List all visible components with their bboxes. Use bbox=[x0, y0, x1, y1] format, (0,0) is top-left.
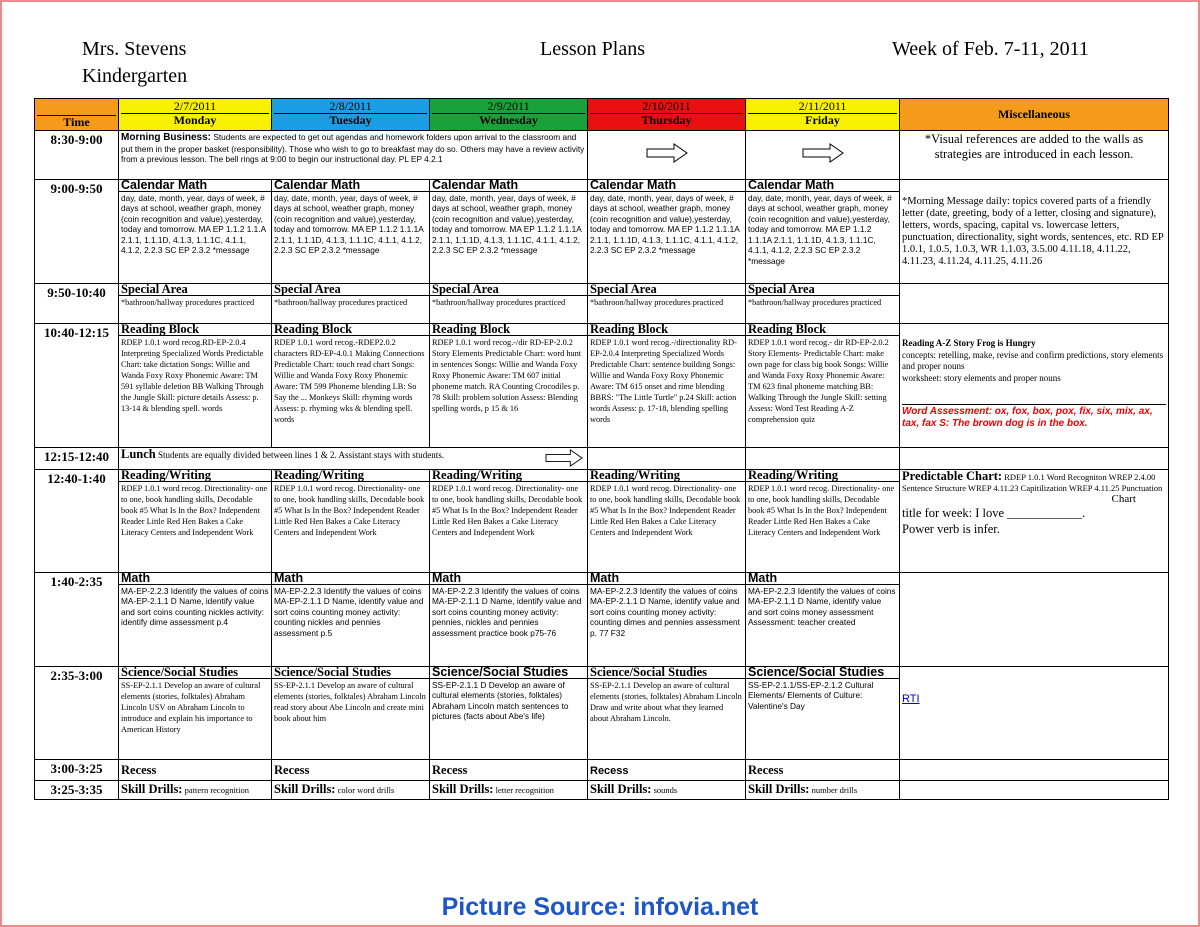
date-label: 2/11/2011 bbox=[798, 99, 847, 113]
science-friday bbox=[746, 667, 900, 760]
grade-level: Kindergarten bbox=[82, 65, 188, 87]
calendar-math-thursday bbox=[588, 180, 746, 284]
math-tuesday bbox=[272, 573, 430, 667]
row-reading-block bbox=[35, 324, 1169, 448]
subject-label: Calendar Math bbox=[119, 180, 271, 192]
subject-label: Recess bbox=[274, 763, 310, 777]
morning-business-text: Students are expected to get out agendas and homework folders upon arrival to the classroom and put them in the proper basket (responsibility). Those who wish to go to breakfast may do so. Others may have a review activity from a previous lesson. The bell rings at 9:00 to begin our instructional day. PL EP 4.2.1 bbox=[121, 132, 585, 164]
document-title: Lesson Plans bbox=[540, 38, 645, 60]
time-cell: 12:40-1:40 bbox=[35, 470, 119, 573]
day-label: Monday bbox=[173, 113, 217, 127]
subject-label: Recess bbox=[432, 763, 468, 777]
predictable-chart-title: Predictable Chart: bbox=[902, 469, 1003, 483]
skill-wednesday bbox=[430, 781, 588, 800]
calendar-math-tuesday bbox=[272, 180, 430, 284]
row-skill-drills bbox=[35, 781, 1169, 800]
skill-friday bbox=[746, 781, 900, 800]
subject-label: Special Area bbox=[430, 284, 587, 296]
subject-label: Science/Social Studies bbox=[272, 667, 429, 679]
reading-writing-friday bbox=[746, 470, 900, 573]
skill-monday bbox=[119, 781, 272, 800]
day-header-thursday bbox=[588, 99, 746, 131]
subject-label: Calendar Math bbox=[588, 180, 745, 192]
reading-writing-thursday bbox=[588, 470, 746, 573]
cell-text: SS-EP-2.1.1 Develop an aware of cultural elements (stories, folktales) Abraham Lincoln Draw and write about what they learned about Abraham Lincoln. bbox=[590, 681, 742, 723]
cell-text: SS-EP-2.1.1 Develop an aware of cultural elements (stories, folktales) Abraham Lincoln read story about Abe Lincoln and create mini book about him bbox=[274, 681, 426, 723]
cell-text: RDEP 1.0.1 word recog. Directionality- one to one, book handling skills, Decodable book #5 What Is In the Box? Independent Reader Little Red Hen Bakes a Cake Literacy Centers and Independent Work bbox=[590, 484, 741, 537]
day-header-monday bbox=[119, 99, 272, 131]
misc-reading-block bbox=[900, 324, 1169, 448]
reading-writing-tuesday bbox=[272, 470, 430, 573]
day-header-friday bbox=[746, 99, 900, 131]
science-monday bbox=[119, 667, 272, 760]
cell-text: RDEP 1.0.1 word recog. Directionality- one to one, book handling skills, Decodable book #5 What Is In the Box? Independent Reader Little Red Hen Bakes a Cake Literacy Centers and Independent Work bbox=[274, 484, 425, 537]
subject-label: Science/Social Studies bbox=[119, 667, 271, 679]
lunch-title: Lunch bbox=[121, 447, 156, 461]
misc-lunch bbox=[900, 448, 1169, 470]
misc-science bbox=[900, 667, 1169, 760]
subject-label: Math bbox=[272, 573, 429, 585]
right-arrow-icon bbox=[543, 449, 585, 467]
week-range: Week of Feb. 7-11, 2011 bbox=[892, 38, 1089, 60]
time-cell: 9:50-10:40 bbox=[35, 284, 119, 324]
row-reading-writing bbox=[35, 470, 1169, 573]
subject-label: Science/Social Studies bbox=[430, 667, 587, 679]
time-cell: 10:40-12:15 bbox=[35, 324, 119, 448]
cell-text: *bathroon/hallway procedures practiced bbox=[432, 298, 566, 307]
time-cell: 1:40-2:35 bbox=[35, 573, 119, 667]
calendar-math-wednesday bbox=[430, 180, 588, 284]
science-wednesday bbox=[430, 667, 588, 760]
misc-skill-drills bbox=[900, 781, 1169, 800]
subject-label: Reading Block bbox=[430, 324, 587, 336]
right-arrow-icon bbox=[646, 143, 688, 163]
cell-text: letter recognition bbox=[495, 785, 554, 795]
cell-text: SS-EP-2.1.1/SS-EP-2.1.2 Cultural Elements/ Elements of Culture: Valentine's Day bbox=[748, 679, 874, 711]
time-cell: 8:30-9:00 bbox=[35, 131, 119, 180]
word-assessment: Word Assessment: ox, fox, box, pox, fix, six, mix, ax, tax, fax S: The brown dog is in the box. bbox=[902, 404, 1166, 429]
day-label: Tuesday bbox=[329, 113, 372, 127]
time-cell: 9:00-9:50 bbox=[35, 180, 119, 284]
teacher-name: Mrs. Stevens bbox=[82, 38, 187, 60]
subject-label: Calendar Math bbox=[272, 180, 429, 192]
predictable-chart-text: RDEP 1.0.1 Word Recogniton WREP 2.4.00 Sentence Structure WREP 4.11.23 Capitilization WREP 4.11.25 Punctuation bbox=[902, 472, 1163, 493]
science-tuesday bbox=[272, 667, 430, 760]
arrow-cell bbox=[746, 131, 900, 180]
cell-text: day, date, month, year, days of week, # days at school, weather graph, money (coin recognition and value),yesterday, today and tomorrow. MA EP 1.1.2 1.1.1A 2.1.1, 1.1.1D, 4.1.3, 1.1.1C, 4.1.1, 4.1.2, 2.2.3 SC EP 2.3.2 *message bbox=[590, 192, 740, 255]
cell-text: day, date, month, year, days of week, # days at school, weather graph, money (coin recognition and value),yesterday, today and tomorrow. MA EP 1.1.2 1.1.A 2.1.1, 1.1.1D, 4.1.3, 1.1.1C, 4.1.1, 4.1.2, 2.2.3 SC EP 2.3.2 *message bbox=[121, 192, 266, 255]
cell-text: RDEP 1.0.1 word recog.RD-EP-2.0.4 Interpreting Specialized Words Predictable Chart: take dictation Songs: Willie and Wanda Foxy Roxy Phonemic Aware: TM 591 syllable deletion BB Walking Through the Jungle Skill: picture details Assess: p. 13-14 & blending spell. words bbox=[121, 338, 264, 413]
reading-block-tuesday bbox=[272, 324, 430, 448]
day-label: Friday bbox=[805, 113, 840, 127]
cell-text: MA-EP-2.2.3 Identify the values of coins MA-EP-2.1.1 D Name, identify value and sort coins counting money activity: counting nickles and pennies assessment p.5 bbox=[274, 585, 424, 638]
math-monday bbox=[119, 573, 272, 667]
subject-label: Reading/Writing bbox=[746, 470, 899, 482]
lesson-plan-table bbox=[34, 98, 1169, 800]
header-row bbox=[35, 99, 1169, 131]
cell-text: *bathroon/hallway procedures practiced bbox=[121, 298, 255, 307]
time-cell: 3:00-3:25 bbox=[35, 760, 119, 781]
title-for-week: title for week: I love ____________. bbox=[902, 506, 1086, 520]
recess-friday bbox=[746, 760, 900, 781]
subject-label: Reading/Writing bbox=[119, 470, 271, 482]
subject-label: Math bbox=[119, 573, 271, 585]
lunch-cell bbox=[119, 448, 588, 470]
subject-label: Skill Drills: bbox=[121, 782, 183, 796]
reading-block-monday bbox=[119, 324, 272, 448]
subject-label: Recess bbox=[121, 763, 157, 777]
time-header-label: Time bbox=[63, 115, 90, 129]
cell-text: RDEP 1.0.1 word recog. Directionality- one to one, book handling skills, Decodable book #5 What Is In the Box? Independent Reader Little Red Hen Bakes a Cake Literacy Centers and Independent Work bbox=[432, 484, 583, 537]
subject-label: Recess bbox=[748, 763, 784, 777]
picture-source: Picture Source: infovia.net bbox=[441, 893, 759, 921]
day-label: Wednesday bbox=[479, 113, 538, 127]
recess-thursday bbox=[588, 760, 746, 781]
morning-business-cell bbox=[119, 131, 588, 180]
row-math bbox=[35, 573, 1169, 667]
special-area-tuesday bbox=[272, 284, 430, 324]
cell-text: RDEP 1.0.1 word recog. Directionality- one to one, book handling skills, Decodable book #5 What Is In the Box? Independent Reader Little Red Hen Bakes a Cake Literacy Centers and Independent Work bbox=[748, 484, 895, 537]
math-wednesday bbox=[430, 573, 588, 667]
row-morning bbox=[35, 131, 1169, 180]
date-label: 2/9/2011 bbox=[487, 99, 530, 113]
subject-label: Recess bbox=[590, 765, 629, 777]
special-area-monday bbox=[119, 284, 272, 324]
subject-label: Math bbox=[430, 573, 587, 585]
skill-thursday bbox=[588, 781, 746, 800]
cell-text: RDEP 1.0.1 word recog.-RDEP2.0.2 characters RD-EP-4.0.1 Making Connections Predictable Chart: touch read chart Songs: Willie and Wanda Foxy Roxy Phonemic Aware: TM 599 Phoneme blending LB: So Say the ... Monkeys Skill: rhyming words Assess: p. rhyming wks & blending spell. words bbox=[274, 338, 425, 424]
misc-math bbox=[900, 573, 1169, 667]
cell-text: MA-EP-2.2.3 Identify the values of coins MA-EP-2.1.1 D Name, identify value and sort coins counting money activity: counting dimes and pennies assessment p. 77 F32 bbox=[590, 585, 740, 638]
misc-calendar-math: *Morning Message daily: topics covered parts of a friendly letter (date, greeting, body of a letter, closing and signature), letters, words, spacing, capital vs. lowercase letters, punctuation, directionality, sight words, sentences, etc. RD EP 1.0.1, 1.0.5, 1.0.3, WR 1.1.03, 3.5.00 4.11.18, 4.11.22, 4.11.23, 4.11.24, 4.11.25, 4.11.26 bbox=[900, 180, 1169, 284]
subject-label: Reading Block bbox=[272, 324, 429, 336]
cell-text: SS-EP-2.1.1 Develop an aware of cultural elements (stories, folktales) Abraham Lincoln USV on Abraham Lincoln to introduce and explain his importance to American History bbox=[121, 681, 261, 734]
cell-text: *bathroon/hallway procedures practiced bbox=[274, 298, 408, 307]
right-arrow-icon bbox=[802, 143, 844, 163]
subject-label: Special Area bbox=[588, 284, 745, 296]
chart-label: Chart bbox=[1111, 493, 1136, 505]
special-area-thursday bbox=[588, 284, 746, 324]
row-science-social bbox=[35, 667, 1169, 760]
recess-monday bbox=[119, 760, 272, 781]
time-header bbox=[35, 99, 119, 131]
lunch-empty-cell bbox=[588, 448, 746, 470]
cell-text: RDEP 1.0.1 word recog.-/directionality RD-EP-2.0.4 Interpreting Specialized Words Predictable Chart: sentence building Songs: Willie and Wanda Foxy Roxy Phonemic Aware: TM 615 onset and rime blending BBRS: "The Little Turtle" p.24 Skill: action words Assess: p. 17-18, blending spelling words bbox=[590, 338, 737, 424]
reading-concepts: concepts: retelling, make, revise and confirm predictions, story elements and proper nouns bbox=[902, 349, 1164, 371]
special-area-friday bbox=[746, 284, 900, 324]
cell-text: day, date, month, year, days of week, # days at school, weather graph, money (coin recognition and value),yesterday, today and tomorrow. MA EP 1.1.2 1.1.1A 2.1.1, 1.1.1D, 4.1.3, 1.1.1C, 4.1.1, 4.1.2, 2.2.3 SC EP 2.3.2 *message bbox=[274, 192, 424, 255]
reading-writing-wednesday bbox=[430, 470, 588, 573]
row-lunch bbox=[35, 448, 1169, 470]
cell-text: RDEP 1.0.1 word recog.-/dir RD-EP-2.0.2 Story Elements Predictable Chart: word hunt in sentences Songs: Willie and Wanda Foxy Roxy Phonemic Aware: TM 607 initial phoneme match. RA Counting Crocodiles p. 78 Skill: problem solution Assess: Blending spelling words, p 15 & 16 bbox=[432, 338, 582, 413]
subject-label: Skill Drills: bbox=[432, 782, 494, 796]
cell-text: SS-EP-2.1.1 D Develop an aware of cultural elements (stories, folktales) Abraham Lincoln match sentences to pictures (facts about Abe's life) bbox=[432, 679, 569, 721]
time-cell: 2:35-3:00 bbox=[35, 667, 119, 760]
math-friday bbox=[746, 573, 900, 667]
recess-tuesday bbox=[272, 760, 430, 781]
subject-label: Reading Block bbox=[746, 324, 899, 336]
subject-label: Skill Drills: bbox=[748, 782, 810, 796]
subject-label: Reading/Writing bbox=[272, 470, 429, 482]
calendar-math-friday bbox=[746, 180, 900, 284]
date-label: 2/7/2011 bbox=[173, 99, 217, 113]
lunch-text: Students are equally divided between lines 1 & 2. Assistant stays with students. bbox=[158, 450, 444, 460]
time-cell: 3:25-3:35 bbox=[35, 781, 119, 800]
skill-tuesday bbox=[272, 781, 430, 800]
misc-header: Miscellaneous bbox=[900, 99, 1169, 131]
math-thursday bbox=[588, 573, 746, 667]
row-calendar-math bbox=[35, 180, 1169, 284]
cell-text: RDEP 1.0.1 word recog.- dir RD-EP-2.0.2 Story Elements- Predictable Chart: make own page for class big book Songs: Willie and Wanda Foxy Roxy Phonemic Aware: TM 623 final phoneme matching BB: Walking Through the Jungle Skill: setting Assess: Word Test Reading A-Z comprehension quiz bbox=[748, 338, 889, 424]
subject-label: Reading Block bbox=[119, 324, 271, 336]
reading-block-wednesday bbox=[430, 324, 588, 448]
subject-label: Special Area bbox=[746, 284, 899, 296]
cell-text: number drills bbox=[811, 785, 858, 795]
special-area-wednesday bbox=[430, 284, 588, 324]
reading-block-friday bbox=[746, 324, 900, 448]
misc-recess bbox=[900, 760, 1169, 781]
subject-label: Reading/Writing bbox=[588, 470, 745, 482]
date-label: 2/10/2011 bbox=[642, 99, 691, 113]
reading-block-thursday bbox=[588, 324, 746, 448]
subject-label: Special Area bbox=[119, 284, 271, 296]
cell-text: MA-EP-2.2.3 Identify the values of coins MA-EP-2.1.1 D Name, identify value and sort coins money assessment Assessment: teacher created bbox=[748, 585, 896, 627]
reading-writing-monday bbox=[119, 470, 272, 573]
row-recess bbox=[35, 760, 1169, 781]
calendar-math-monday bbox=[119, 180, 272, 284]
subject-label: Special Area bbox=[272, 284, 429, 296]
row-special-area bbox=[35, 284, 1169, 324]
misc-reading-writing bbox=[900, 470, 1169, 573]
date-label: 2/8/2011 bbox=[329, 99, 372, 113]
cell-text: color word drills bbox=[337, 785, 395, 795]
subject-label: Calendar Math bbox=[746, 180, 899, 192]
subject-label: Science/Social Studies bbox=[588, 667, 745, 679]
subject-label: Reading Block bbox=[588, 324, 745, 336]
power-verb: Power verb is infer. bbox=[902, 522, 1000, 536]
cell-text: day, date, month, year, days of week, # days at school, weather graph, money (coin recognition and value),yesterday, today and tomorrow. MA EP 1.1.2 1.1.1A 2.1.1, 1.1.1D, 4.1.3, 1.1.1C, 4.1.1, 4.1.2, 2.2.3 SC EP 2.3.2 *message bbox=[432, 192, 582, 255]
cell-text: pattern recognition bbox=[184, 785, 250, 795]
rti-link[interactable]: RTI bbox=[902, 693, 920, 705]
misc-morning: *Visual references are added to the walls as strategies are introduced in each lesson. bbox=[900, 131, 1169, 180]
subject-label: Math bbox=[746, 573, 899, 585]
day-header-wednesday bbox=[430, 99, 588, 131]
cell-text: sounds bbox=[653, 785, 678, 795]
reading-story-title: Reading A-Z Story Frog is Hungry bbox=[902, 338, 1036, 348]
subject-label: Skill Drills: bbox=[590, 782, 652, 796]
morning-business-title: Morning Business: bbox=[121, 132, 212, 143]
subject-label: Reading/Writing bbox=[430, 470, 587, 482]
cell-text: *bathroon/hallway procedures practiced bbox=[748, 298, 882, 307]
cell-text: MA-EP-2.2.3 Identify the values of coins MA-EP-2.1.1 D Name, identify value and sort coins counting money activity: pennies, nickles and pennies assessment practice book p75-76 bbox=[432, 585, 582, 638]
subject-label: Math bbox=[588, 573, 745, 585]
time-cell: 12:15-12:40 bbox=[35, 448, 119, 470]
cell-text: day, date, month, year, days of week, # days at school, weather graph, money (coin recognition and value),yesterday, today and tomorrow. MA EP 1.1.2 1.1.1A 2.1.1, 1.1.1D, 4.1.3, 1.1.1C, 4.1.1, 4.1.2, 2.2.3 SC EP 2.3.2 *message bbox=[748, 192, 892, 266]
lunch-empty-cell bbox=[746, 448, 900, 470]
arrow-cell bbox=[588, 131, 746, 180]
science-thursday bbox=[588, 667, 746, 760]
subject-label: Science/Social Studies bbox=[746, 667, 899, 679]
day-label: Thursday bbox=[641, 113, 692, 127]
misc-special-area bbox=[900, 284, 1169, 324]
subject-label: Calendar Math bbox=[430, 180, 587, 192]
recess-wednesday bbox=[430, 760, 588, 781]
subject-label: Skill Drills: bbox=[274, 782, 336, 796]
cell-text: *bathroon/hallway procedures practiced bbox=[590, 298, 724, 307]
cell-text: MA-EP-2.2.3 Identify the values of coins MA-EP-2.1.1 D Name, identify value and sort coins counting nickles activity: identify dime assessment p.4 bbox=[121, 585, 269, 627]
reading-worksheet: worksheet: story elements and proper nouns bbox=[902, 372, 1061, 383]
cell-text: RDEP 1.0.1 word recog. Directionality- one to one, book handling skills, Decodable book #5 What Is In the Box? Independent Reader Little Red Hen Bakes a Cake Literacy Centers and Independent Work bbox=[121, 484, 268, 537]
day-header-tuesday bbox=[272, 99, 430, 131]
